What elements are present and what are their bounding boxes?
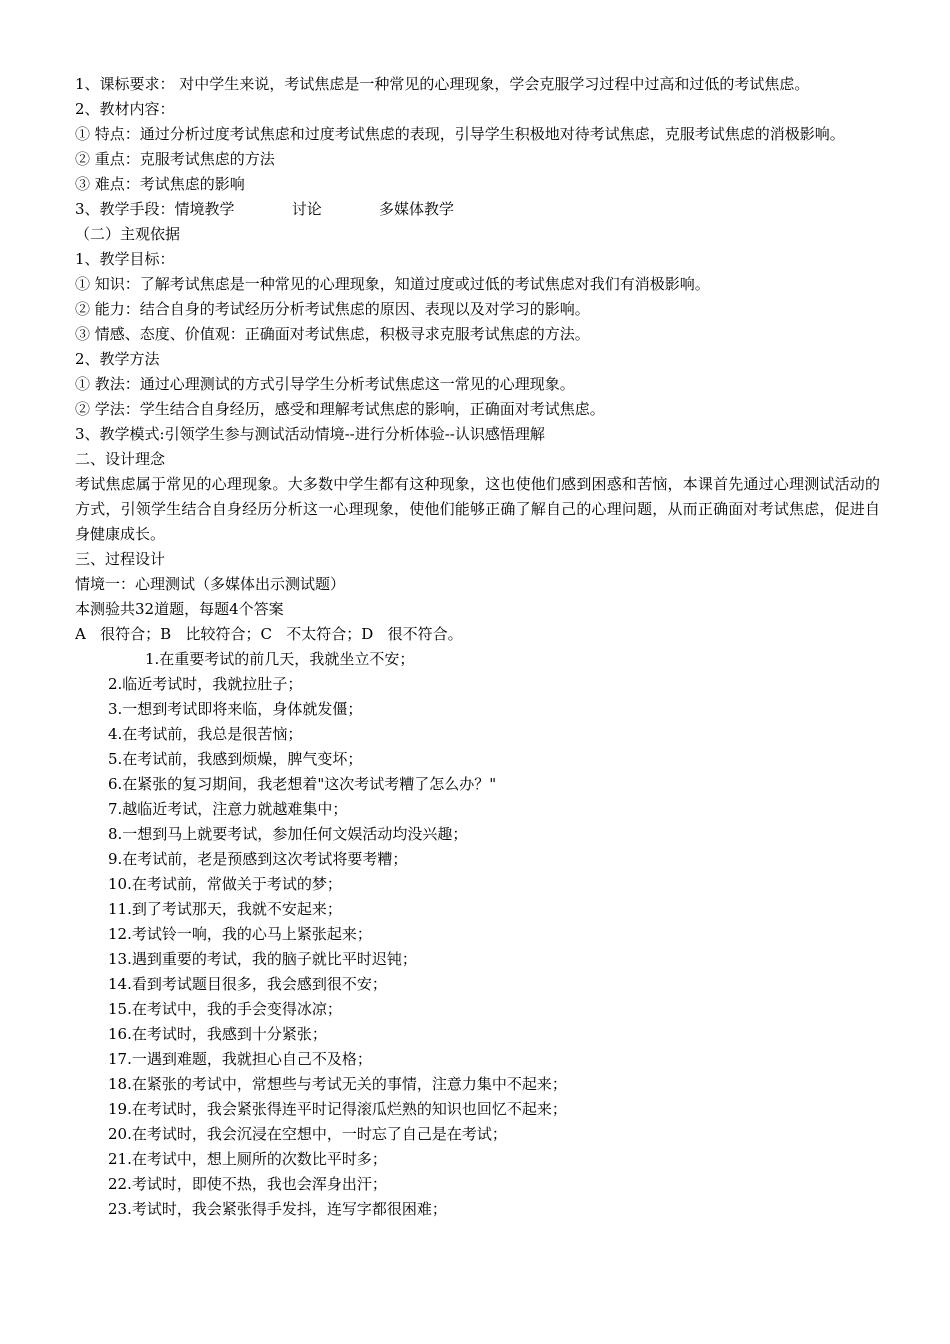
- teaching-mode-text: 3、教学模式:引领学生参与测试活动情境--进行分析体验--认识感悟理解: [75, 425, 545, 443]
- goal-emotion-text: ③ 情感、态度、价值观：正确面对考试焦虑，积极寻求克服考试焦虑的方法。: [75, 325, 590, 343]
- difficulty-text: ③ 难点：考试焦虑的影响: [75, 175, 245, 193]
- question-item: 1.在重要考试的前几天，我就坐立不安；: [145, 650, 415, 668]
- question-item: 7.越临近考试，注意力就越难集中；: [108, 800, 348, 818]
- question-item: 14.看到考试题目很多，我会感到很不安；: [108, 975, 387, 993]
- question-item: 9.在考试前，老是预感到这次考试将要考糟；: [108, 850, 408, 868]
- question-item: 3.一想到考试即将来临，身体就发僵；: [108, 700, 363, 718]
- teaching-means-text: 3、教学手段：情境教学 讨论 多媒体教学: [75, 200, 454, 218]
- question-item: 6.在紧张的复习期间，我老想着"这次考试考糟了怎么办？": [108, 775, 497, 793]
- question-item: 17.一遇到难题，我就担心自己不及格；: [108, 1050, 372, 1068]
- feature-text: ① 特点：通过分析过度考试焦虑和过度考试焦虑的表现，引导学生积极地对待考试焦虑，克服考试焦虑的消极影响。: [75, 125, 845, 143]
- question-item: 15.在考试中，我的手会变得冰凉；: [108, 1000, 342, 1018]
- textbook-content-heading: 2、教材内容：: [75, 100, 175, 118]
- subjective-basis-heading: （二）主观依据: [75, 225, 181, 243]
- question-item: 21.在考试中，想上厕所的次数比平时多；: [108, 1150, 387, 1168]
- goal-ability-text: ② 能力：结合自身的考试经历分析考试焦虑的原因、表现以及对学习的影响。: [75, 300, 590, 318]
- question-item: 23.考试时，我会紧张得手发抖，连写字都很困难；: [108, 1200, 447, 1218]
- goal-knowledge-text: ① 知识：了解考试焦虑是一种常见的心理现象，知道过度或过低的考试焦虑对我们有消极影响。: [75, 275, 710, 293]
- design-concept-paragraph: 考试焦虑属于常见的心理现象。大多数中学生都有这种现象，这也使他们感到困惑和苦恼，本课首先通过心理测试活动的方式，引领学生结合自身经历分析这一心理现象，使他们能够正确了解自己的心理问题，从而正确面对考试焦虑，促进自身健康成长。: [75, 475, 880, 543]
- question-item: 12.考试铃一响，我的心马上紧张起来；: [108, 925, 372, 943]
- teaching-method-heading: 2、教学方法: [75, 350, 160, 368]
- question-item: 19.在考试时，我会紧张得连平时记得滚瓜烂熟的知识也回忆不起来；: [108, 1100, 567, 1118]
- answer-options-text: A 很符合；B 比较符合；C 不太符合；D 很不符合。: [75, 625, 463, 643]
- question-item: 2.临近考试时，我就拉肚子；: [108, 675, 303, 693]
- question-item: 10.在考试前，常做关于考试的梦；: [108, 875, 342, 893]
- curriculum-requirement: 1、课标要求： 对中学生来说，考试焦虑是一种常见的心理现象，学会克服学习过程中过高和过低的考试焦虑。: [75, 75, 810, 93]
- question-list: [75, 647, 880, 1222]
- document-page: [75, 72, 880, 1222]
- question-item: 8.一想到马上就要考试，参加任何文娱活动均没兴趣；: [108, 825, 468, 843]
- teaching-method-text: ① 教法：通过心理测试的方式引导学生分析考试焦虑这一常见的心理现象。: [75, 375, 575, 393]
- process-design-heading: 三、过程设计: [75, 550, 166, 568]
- key-point-text: ② 重点：克服考试焦虑的方法: [75, 150, 275, 168]
- question-item: 5.在考试前，我感到烦燥，脾气变坏；: [108, 750, 363, 768]
- question-item: 11.到了考试那天，我就不安起来；: [108, 900, 342, 918]
- question-item: 22.考试时，即使不热，我也会浑身出汗；: [108, 1175, 387, 1193]
- question-item: 16.在考试时，我感到十分紧张；: [108, 1025, 327, 1043]
- question-item: 4.在考试前，我总是很苦恼；: [108, 725, 303, 743]
- question-item: 18.在紧张的考试中，常想些与考试无关的事情，注意力集中不起来；: [108, 1075, 567, 1093]
- question-item: 20.在考试时，我会沉浸在空想中，一时忘了自己是在考试；: [108, 1125, 507, 1143]
- design-concept-heading: 二、设计理念: [75, 450, 166, 468]
- test-intro-text: 本测验共32道题，每题4个答案: [75, 600, 284, 618]
- scenario-one-heading: 情境一：心理测试（多媒体出示测试题）: [75, 575, 346, 593]
- teaching-goals-heading: 1、教学目标：: [75, 250, 175, 268]
- question-item: 13.遇到重要的考试，我的脑子就比平时迟钝；: [108, 950, 417, 968]
- learning-method-text: ② 学法：学生结合自身经历，感受和理解考试焦虑的影响，正确面对考试焦虑。: [75, 400, 605, 418]
